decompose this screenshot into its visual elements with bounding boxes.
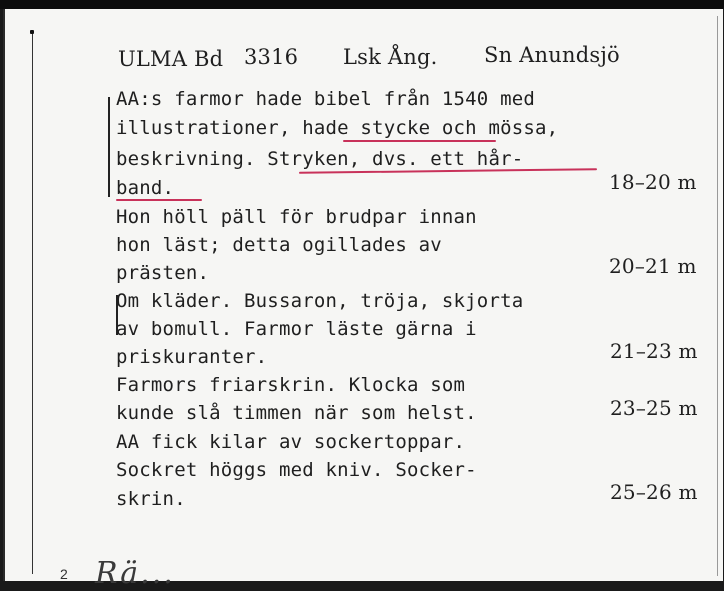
header-archive: ULMA Bd	[118, 47, 224, 71]
time-range: 20–21 m	[609, 254, 697, 278]
body-line: av bomull. Farmor läste gärna i	[116, 318, 477, 340]
handwritten-signature: Rä...	[95, 556, 175, 591]
underline-mark	[116, 199, 202, 201]
right-edge-rule	[717, 16, 718, 576]
time-range: 18–20 m	[609, 170, 697, 194]
body-line: kunde slå timmen när som helst.	[116, 402, 477, 424]
body-line: illustrationer, hade stycke och mössa,	[116, 117, 559, 139]
body-line: hon läst; detta ogillades av	[116, 234, 442, 256]
header-parish: Sn Anundsjö	[484, 43, 620, 67]
underline-mark	[343, 140, 496, 142]
body-line: AA fick kilar av sockertoppar.	[116, 431, 466, 453]
margin-bracket	[108, 97, 110, 197]
body-line: skrin.	[116, 488, 186, 510]
left-margin-rule	[32, 34, 33, 574]
time-range: 23–25 m	[610, 396, 698, 420]
time-range: 21–23 m	[610, 339, 698, 363]
body-line: prästen.	[116, 262, 210, 284]
header-district: Lsk Ång.	[343, 45, 438, 69]
body-line: AA:s farmor hade bibel från 1540 med	[116, 88, 536, 110]
body-line: Hon höll päll för brudpar innan	[116, 206, 477, 228]
corner-mark: 2	[60, 566, 68, 582]
body-line: Farmors friarskrin. Klocka som	[116, 374, 466, 396]
header-number: 3316	[244, 45, 299, 69]
time-range: 25–26 m	[610, 480, 698, 504]
body-line: priskuranter.	[116, 346, 268, 368]
body-line: Om kläder. Bussaron, tröja, skjorta	[116, 290, 524, 312]
body-line: beskrivning. Stryken, dvs. ett hår-	[116, 148, 524, 170]
top-edge	[0, 0, 724, 9]
body-line: band.	[116, 177, 175, 199]
body-line: Sockret höggs med kniv. Socker-	[116, 459, 477, 481]
